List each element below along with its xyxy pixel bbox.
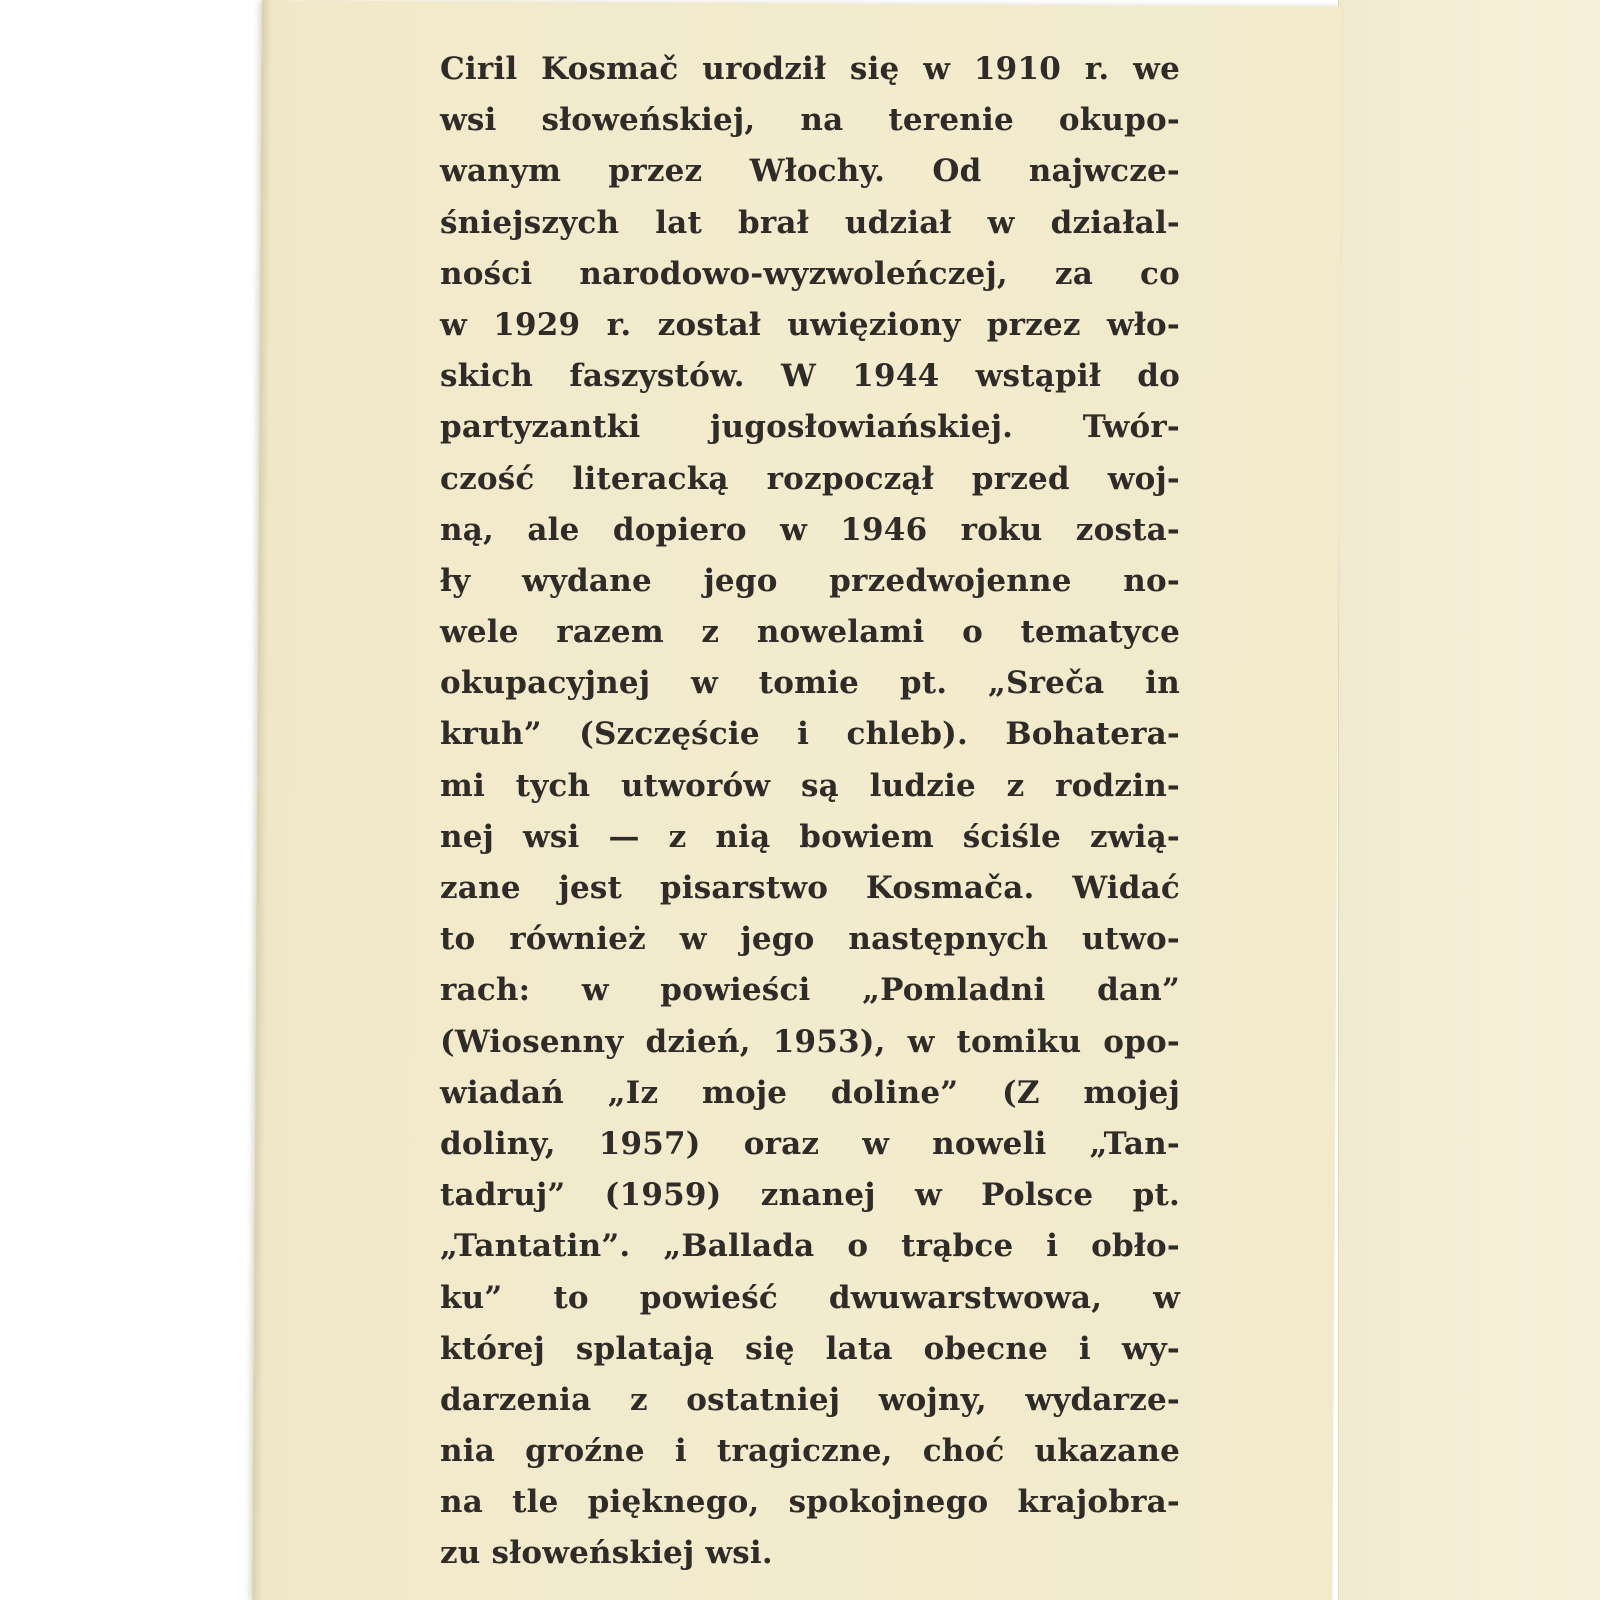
text-line: nej wsi — z nią bowiem ściśle zwią- <box>440 818 1180 855</box>
text-line: czość literacką rozpoczął przed woj- <box>440 460 1180 497</box>
text-line: śniejszych lat brał udział w działal- <box>440 204 1180 241</box>
book-cover-board <box>1338 0 1600 1600</box>
text-line: ną, ale dopiero w 1946 roku zosta- <box>440 511 1180 548</box>
text-line: ku” to powieść dwuwarstwowa, w <box>440 1279 1180 1316</box>
text-line: to również w jego następnych utwo- <box>440 921 1180 958</box>
text-line: partyzantki jugosłowiańskiej. Twór- <box>440 409 1180 446</box>
text-line: okupacyjnej w tomie pt. „Sreča in <box>440 665 1180 702</box>
text-line: tadruj” (1959) znanej w Polsce pt. <box>440 1177 1180 1214</box>
text-line: wsi słoweńskiej, na terenie okupo- <box>440 102 1180 139</box>
text-line: doliny, 1957) oraz w noweli „Tan- <box>440 1125 1180 1162</box>
text-line: na tle pięknego, spokojnego krajobra- <box>440 1484 1180 1521</box>
text-line: wele razem z nowelami o tematyce <box>440 614 1180 651</box>
text-line: (Wiosenny dzień, 1953), w tomiku opo- <box>440 1023 1180 1060</box>
text-line: „Tantatin”. „Ballada o trąbce i obło- <box>440 1228 1180 1265</box>
text-line: zu słoweńskiej wsi. <box>440 1535 773 1572</box>
text-line: ności narodowo-wyzwoleńczej, za co <box>440 255 1180 292</box>
text-line: kruh” (Szczęście i chleb). Bohatera- <box>440 716 1180 753</box>
text-line: której splatają się lata obecne i wy- <box>440 1330 1180 1367</box>
text-line: w 1929 r. został uwięziony przez wło- <box>440 306 1180 343</box>
text-line: wanym przez Włochy. Od najwcze- <box>440 153 1180 190</box>
text-line: darzenia z ostatniej wojny, wydarze- <box>440 1381 1180 1418</box>
text-line: ły wydane jego przedwojenne no- <box>440 562 1180 599</box>
text-line: rach: w powieści „Pomladni dan” <box>440 972 1180 1009</box>
text-line: Ciril Kosmač urodził się w 1910 r. we <box>440 51 1180 87</box>
text-line: mi tych utworów są ludzie z rodzin- <box>440 767 1180 804</box>
text-line: zane jest pisarstwo Kosmača. Widać <box>440 870 1180 906</box>
text-line: wiadań „Iz moje doline” (Z mojej <box>440 1074 1180 1111</box>
text-line: nia groźne i tragiczne, choć ukazane <box>440 1433 1180 1470</box>
biography-paragraph <box>440 44 1180 1580</box>
text-line: skich faszystów. W 1944 wstąpił do <box>440 358 1180 395</box>
